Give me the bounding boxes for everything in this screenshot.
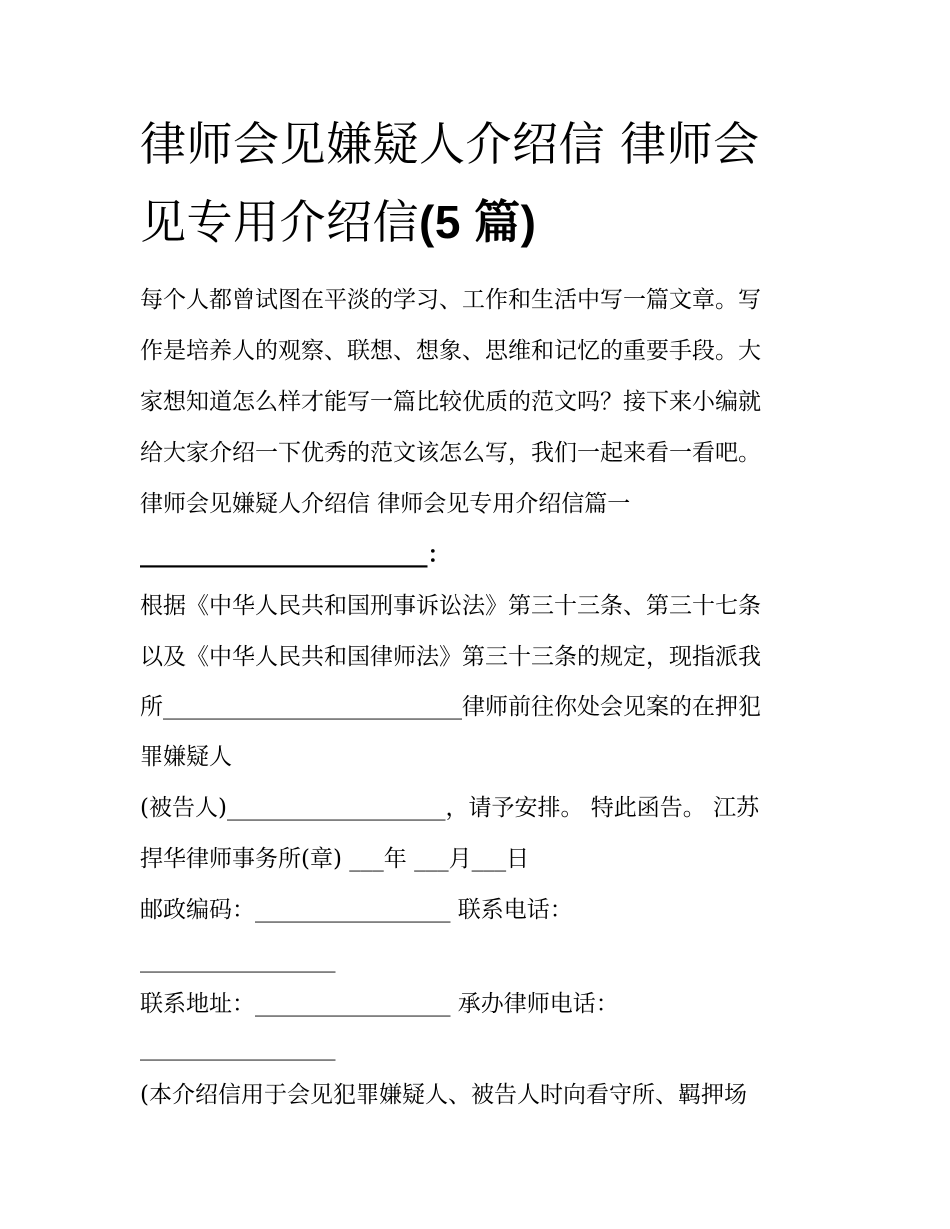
letter-line-3: 所__________________________律师前往你处会见案的在押犯 xyxy=(140,694,761,720)
lawyer-phone-blank-line: _________________ xyxy=(140,1035,336,1061)
letter-line-1: 根据《中华人民共和国刑事诉讼法》第三十三条、第三十七条 xyxy=(140,593,761,619)
postal-phone-line: 邮政编码：_________________ 联系电话： xyxy=(140,897,573,923)
phone-blank-line: _________________ xyxy=(140,947,336,973)
intro-line-3: 家想知道怎么样才能写一篇比较优质的范文吗？接下来小编就 xyxy=(140,389,761,415)
letter-line-5: (被告人)___________________，请予安排。 特此函告。 江苏 xyxy=(140,795,760,821)
letter-line-4: 罪嫌疑人 xyxy=(140,744,232,770)
address-lawyer-phone-line: 联系地址：_________________ 承办律师电话： xyxy=(140,991,619,1017)
letter-note-line: (本介绍信用于会见犯罪嫌疑人、被告人时向看守所、羁押场 xyxy=(140,1082,747,1108)
title-count: (5 篇) xyxy=(419,196,537,248)
section-heading: 律师会见嫌疑人介绍信 律师会见专用介绍信篇一 xyxy=(140,491,631,517)
intro-line-2: 作是培养人的观察、联想、想象、思维和记忆的重要手段。大 xyxy=(140,338,761,364)
intro-line-1: 每个人都曾试图在平淡的学习、工作和生活中写一篇文章。写 xyxy=(140,287,761,313)
title-text: 见专用介绍信 xyxy=(140,195,419,249)
document-title-line-1: 律师会见嫌疑人介绍信 律师会 xyxy=(140,117,760,171)
letter-addressee: _________________________： xyxy=(140,541,451,568)
letter-line-2: 以及《中华人民共和国律师法》第三十三条的规定，现指派我 xyxy=(140,644,761,670)
document-title-line-2 xyxy=(140,194,537,250)
letter-date-line: 捍华律师事务所(章) ___年 ___月___日 xyxy=(140,846,530,872)
intro-line-4: 给大家介绍一下优秀的范文该怎么写，我们一起来看一看吧。 xyxy=(140,440,761,466)
